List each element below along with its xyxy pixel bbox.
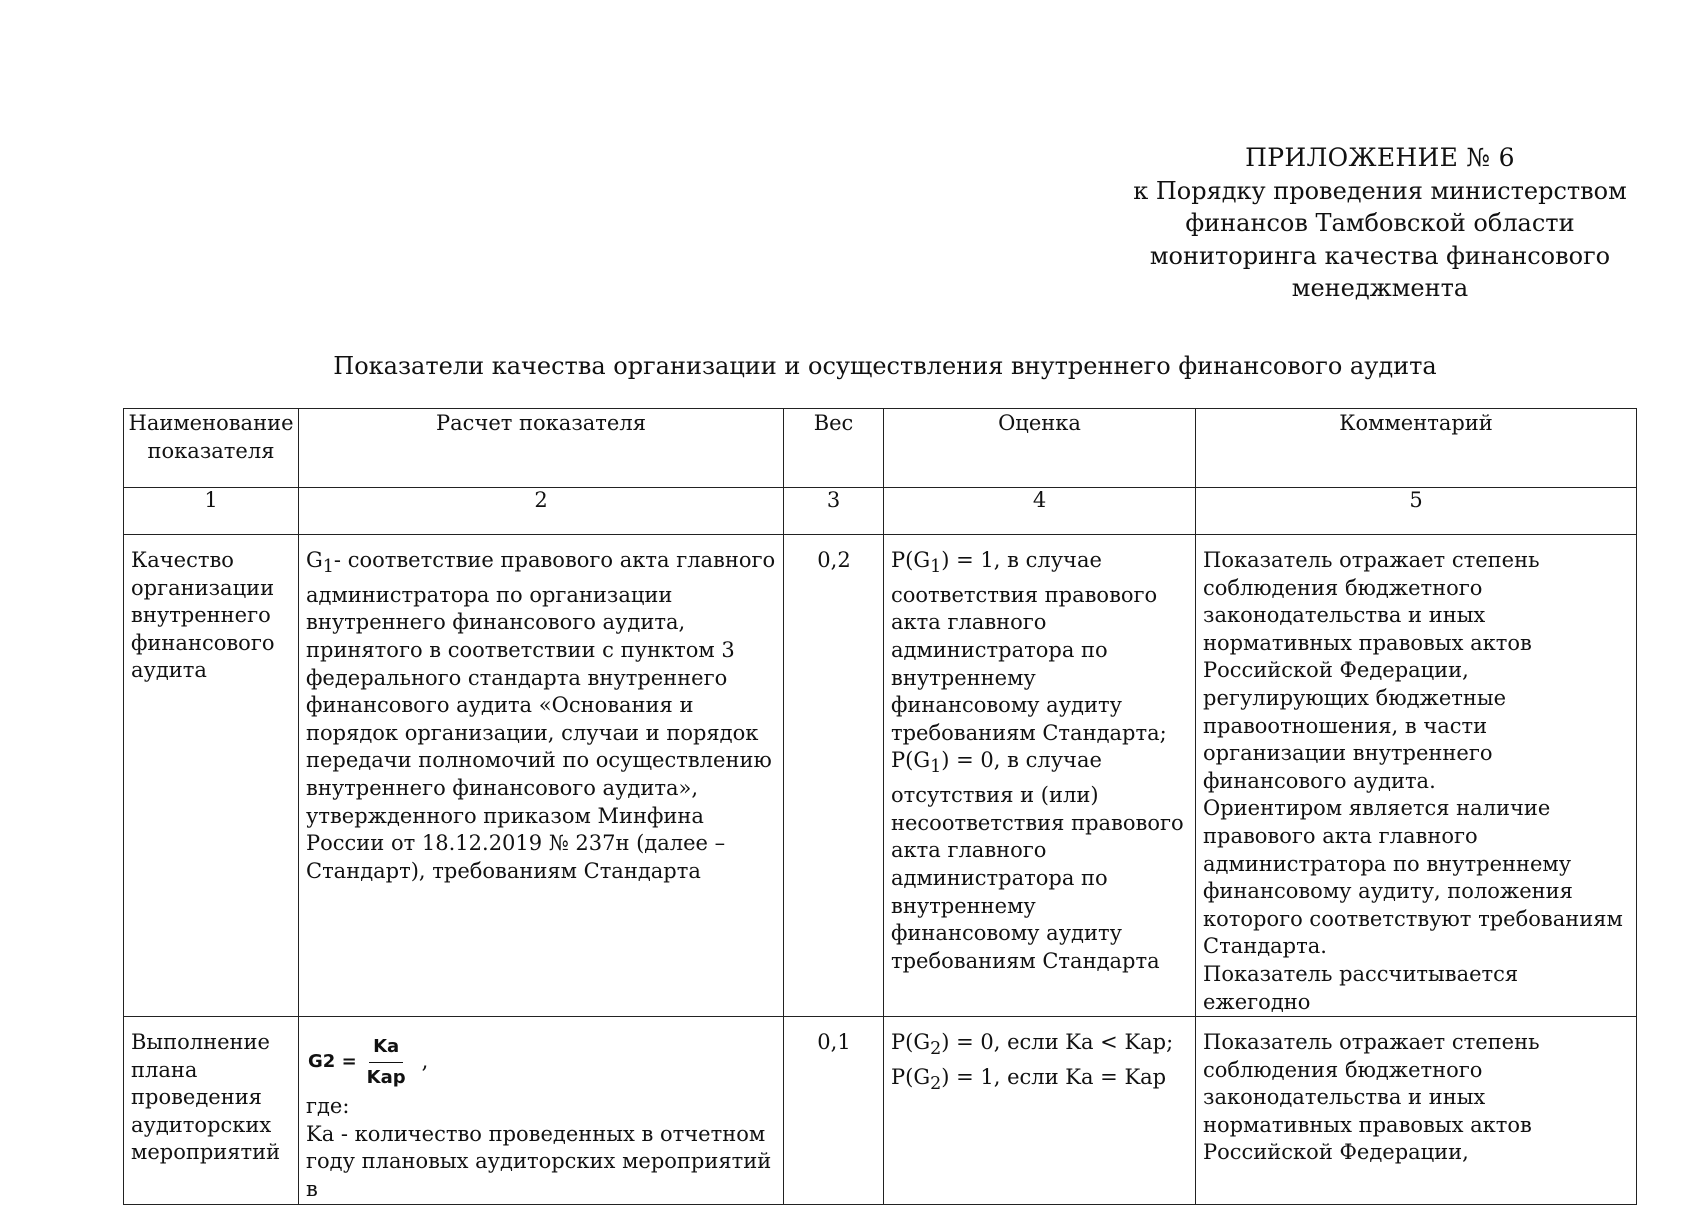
formula-fraction [363,1033,410,1091]
table-row [124,1017,1637,1205]
calculation-cell [299,1017,784,1205]
formula [308,1033,428,1091]
weight-cell [784,1017,884,1205]
header-weight: Вес [784,409,884,488]
evaluation-text [884,535,1195,975]
weight-value: 0,1 [817,1030,851,1055]
header-comment: Комментарий [1196,409,1637,488]
header-calculation: Расчет показателя [299,409,784,488]
table-row [124,535,1637,1017]
column-number: 3 [784,488,884,535]
column-number: 4 [884,488,1196,535]
evaluation-condition-2: $P(G_1) = 0$, в случае отсутствия и (или) несоответствия правового акта главного администратора по внутреннему финансовому аудиту требованиям Стандарта [891,748,1184,973]
appendix-line-1: к Порядку проведения министерством [1133,176,1627,205]
calculation-description: - соответствие правового акта главного администратора по организации внутреннего финансового аудита, принятого в соответствии с пунктом 3 федерального стандарта внутреннего финансового аудита «Основания и порядок организации, случаи и порядок передачи полномочий по осуществлению внутреннего финансового аудита», утвержденного приказом Минфина России от 18.12.2019 № 237н (далее – Стандарт), требованиям Стандарта [306,548,776,883]
evaluation-condition-1: $P(G_1) = 1$, в случае соответствия правового акта главного администратора по внутреннему финансовому аудиту требованиям Стандарта; [891,548,1167,745]
calculation-text [299,1017,783,1204]
indicators-table [123,408,1637,1205]
document-title: Показатели качества организации и осуществления внутреннего финансового аудита [333,352,1437,380]
appendix-line-2: финансов Тамбовской области [1185,209,1575,237]
indicator-name-cell [124,1017,299,1205]
evaluation-condition-1: $P(G_2) = 0$, если Ka < Kap; [891,1030,1174,1060]
formula-lhs: G2 = [308,1051,357,1073]
formula-denominator: Kap [366,1066,406,1088]
comment-text [1196,535,1636,1016]
comment-text: Показатель отражает степень соблюдения бюджетного законодательства и иных нормативных правовых актов Российской Федерации, [1203,1030,1540,1165]
where-label: где: [306,1094,350,1119]
column-number-row [124,488,1637,535]
comment-paragraph-2: Ориентиром является наличие правового акта главного администратора по внутреннему финансовому аудиту, положения которого соответствуют требованиям Стандарта. [1203,796,1623,959]
indicator-subscript: 1 [322,557,334,578]
column-number: 5 [1196,488,1637,535]
comment-cell [1196,1017,1637,1205]
evaluation-cell [884,1017,1196,1205]
comment-paragraph-3: Показатель рассчитывается ежегодно [1203,961,1519,1014]
calculation-description: Ka - количество проведенных в отчетном году плановых аудиторских мероприятий в [306,1121,772,1202]
appendix-line-3: мониторинга качества финансового [1149,241,1611,270]
table-header-row [124,409,1637,488]
evaluation-condition-2: $P(G_2) = 1$, если Ka = Kap [891,1064,1167,1095]
appendix-header [1110,142,1650,305]
header-evaluation: Оценка [884,409,1196,488]
column-number: 1 [124,488,299,535]
appendix-line-4: менеджмента [1291,274,1469,302]
weight-value: 0,2 [817,548,851,572]
header-name: Наименование показателя [124,409,299,488]
formula-numerator: Ka [369,1033,403,1063]
weight-cell [784,535,884,1017]
indicator-symbol: G [306,548,323,572]
indicator-name: Качество организации внутреннего финансового аудита [131,548,275,683]
evaluation-text [884,1017,1195,1099]
column-number: 2 [299,488,784,535]
comment-cell [1196,535,1637,1017]
comment-paragraph-1: Показатель отражает степень соблюдения бюджетного законодательства и иных нормативных правовых актов Российской Федерации, регулирующих бюджетные правоотношения, в части организации внутреннего финансового аудита. [1203,548,1540,793]
calculation-cell [299,535,784,1017]
appendix-title: ПРИЛОЖЕНИЕ № 6 [1245,143,1515,172]
calculation-text [299,535,783,885]
formula-comma: , [421,1049,429,1074]
indicator-name: Выполнение плана проведения аудиторских мероприятий [131,1030,281,1165]
evaluation-cell [884,535,1196,1017]
indicator-name-cell [124,535,299,1017]
